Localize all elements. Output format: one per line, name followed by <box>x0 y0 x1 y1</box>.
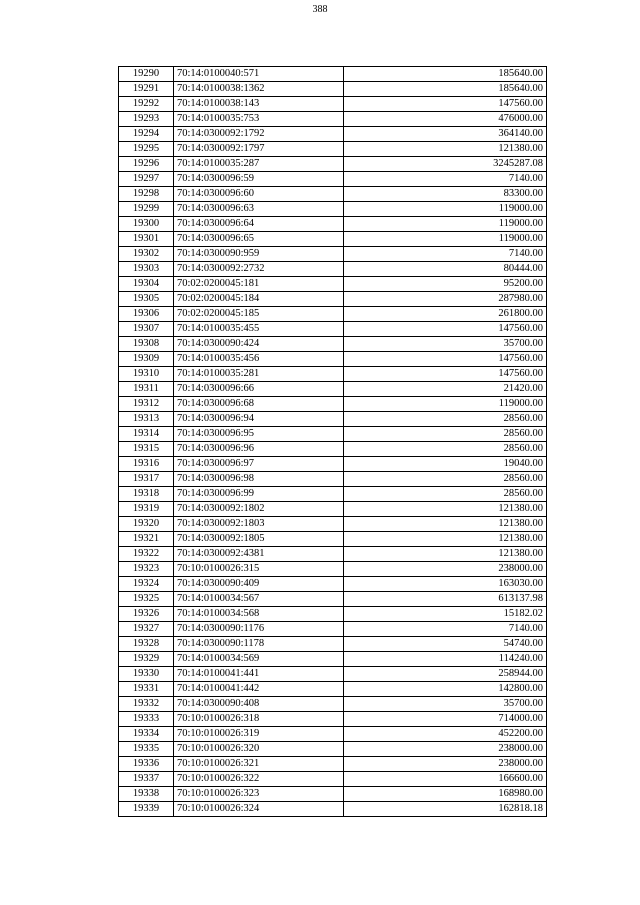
cadastral-number-cell: 70:14:0300096:63 <box>174 202 344 217</box>
cadastral-number-cell: 70:10:0100026:321 <box>174 757 344 772</box>
row-number-cell: 19292 <box>119 97 174 112</box>
row-number-cell: 19301 <box>119 232 174 247</box>
cadastral-number-cell: 70:14:0100035:753 <box>174 112 344 127</box>
table-row <box>119 277 547 292</box>
table-row <box>119 487 547 502</box>
row-number-cell: 19298 <box>119 187 174 202</box>
cadastral-number-cell: 70:14:0300096:64 <box>174 217 344 232</box>
cadastral-number-cell: 70:14:0300096:59 <box>174 172 344 187</box>
cadastral-value-cell: 54740.00 <box>344 637 547 652</box>
cadastral-value-cell: 121380.00 <box>344 517 547 532</box>
cadastral-value-cell: 613137.98 <box>344 592 547 607</box>
table-row <box>119 727 547 742</box>
row-number-cell: 19314 <box>119 427 174 442</box>
table-row <box>119 607 547 622</box>
table-row <box>119 127 547 142</box>
table-row <box>119 382 547 397</box>
cadastral-number-cell: 70:10:0100026:324 <box>174 802 344 817</box>
cadastral-number-cell: 70:02:0200045:185 <box>174 307 344 322</box>
cadastral-value-cell: 714000.00 <box>344 712 547 727</box>
cadastral-value-cell: 261800.00 <box>344 307 547 322</box>
row-number-cell: 19291 <box>119 82 174 97</box>
row-number-cell: 19306 <box>119 307 174 322</box>
row-number-cell: 19296 <box>119 157 174 172</box>
row-number-cell: 19316 <box>119 457 174 472</box>
cadastral-value-cell: 287980.00 <box>344 292 547 307</box>
row-number-cell: 19317 <box>119 472 174 487</box>
cadastral-number-cell: 70:14:0100035:455 <box>174 322 344 337</box>
table-row <box>119 562 547 577</box>
cadastral-number-cell: 70:14:0100034:569 <box>174 652 344 667</box>
table-row <box>119 247 547 262</box>
table-row <box>119 202 547 217</box>
cadastral-value-cell: 28560.00 <box>344 427 547 442</box>
cadastral-number-cell: 70:14:0300096:99 <box>174 487 344 502</box>
cadastral-number-cell: 70:14:0300092:1797 <box>174 142 344 157</box>
table-row <box>119 622 547 637</box>
table-row <box>119 592 547 607</box>
cadastral-value-cell: 121380.00 <box>344 532 547 547</box>
table-row <box>119 787 547 802</box>
cadastral-value-cell: 80444.00 <box>344 262 547 277</box>
table-row <box>119 742 547 757</box>
cadastral-value-cell: 7140.00 <box>344 247 547 262</box>
table-row <box>119 457 547 472</box>
row-number-cell: 19315 <box>119 442 174 457</box>
table-row <box>119 307 547 322</box>
table-row <box>119 217 547 232</box>
table-row <box>119 112 547 127</box>
row-number-cell: 19310 <box>119 367 174 382</box>
cadastral-value-cell: 121380.00 <box>344 502 547 517</box>
cadastral-value-cell: 238000.00 <box>344 562 547 577</box>
table-body <box>119 67 547 817</box>
row-number-cell: 19320 <box>119 517 174 532</box>
table-row <box>119 262 547 277</box>
cadastral-number-cell: 70:10:0100026:320 <box>174 742 344 757</box>
row-number-cell: 19322 <box>119 547 174 562</box>
cadastral-value-cell: 238000.00 <box>344 742 547 757</box>
row-number-cell: 19327 <box>119 622 174 637</box>
row-number-cell: 19290 <box>119 67 174 82</box>
row-number-cell: 19337 <box>119 772 174 787</box>
cadastral-value-cell: 119000.00 <box>344 202 547 217</box>
cadastral-value-cell: 452200.00 <box>344 727 547 742</box>
row-number-cell: 19330 <box>119 667 174 682</box>
cadastral-value-cell: 121380.00 <box>344 142 547 157</box>
row-number-cell: 19333 <box>119 712 174 727</box>
cadastral-number-cell: 70:14:0100038:1362 <box>174 82 344 97</box>
row-number-cell: 19305 <box>119 292 174 307</box>
cadastral-number-cell: 70:14:0300092:1805 <box>174 532 344 547</box>
table-row <box>119 667 547 682</box>
table-row <box>119 697 547 712</box>
cadastral-number-cell: 70:14:0300090:959 <box>174 247 344 262</box>
cadastral-number-cell: 70:14:0300096:66 <box>174 382 344 397</box>
row-number-cell: 19294 <box>119 127 174 142</box>
cadastral-number-cell: 70:14:0300092:1802 <box>174 502 344 517</box>
cadastral-number-cell: 70:10:0100026:323 <box>174 787 344 802</box>
cadastral-number-cell: 70:14:0300096:65 <box>174 232 344 247</box>
row-number-cell: 19331 <box>119 682 174 697</box>
table-row <box>119 82 547 97</box>
cadastral-value-cell: 114240.00 <box>344 652 547 667</box>
row-number-cell: 19328 <box>119 637 174 652</box>
cadastral-number-cell: 70:14:0100035:287 <box>174 157 344 172</box>
cadastral-number-cell: 70:02:0200045:184 <box>174 292 344 307</box>
table-row <box>119 802 547 817</box>
cadastral-value-cell: 238000.00 <box>344 757 547 772</box>
cadastral-number-cell: 70:14:0100035:281 <box>174 367 344 382</box>
row-number-cell: 19299 <box>119 202 174 217</box>
row-number-cell: 19307 <box>119 322 174 337</box>
cadastral-number-cell: 70:14:0300090:424 <box>174 337 344 352</box>
cadastral-number-cell: 70:14:0300090:408 <box>174 697 344 712</box>
cadastral-value-cell: 28560.00 <box>344 472 547 487</box>
cadastral-value-cell: 35700.00 <box>344 697 547 712</box>
table-row <box>119 292 547 307</box>
table-row <box>119 547 547 562</box>
cadastral-value-cell: 147560.00 <box>344 97 547 112</box>
cadastral-value-cell: 119000.00 <box>344 397 547 412</box>
cadastral-number-cell: 70:14:0300096:60 <box>174 187 344 202</box>
cadastral-value-cell: 121380.00 <box>344 547 547 562</box>
cadastral-value-cell: 35700.00 <box>344 337 547 352</box>
cadastral-value-cell: 258944.00 <box>344 667 547 682</box>
row-number-cell: 19295 <box>119 142 174 157</box>
page-number: 388 <box>312 4 328 15</box>
cadastral-value-cell: 19040.00 <box>344 457 547 472</box>
row-number-cell: 19302 <box>119 247 174 262</box>
cadastral-number-cell: 70:14:0100040:571 <box>174 67 344 82</box>
cadastral-number-cell: 70:14:0100041:442 <box>174 682 344 697</box>
row-number-cell: 19293 <box>119 112 174 127</box>
row-number-cell: 19325 <box>119 592 174 607</box>
table-row <box>119 517 547 532</box>
row-number-cell: 19339 <box>119 802 174 817</box>
cadastral-value-cell: 185640.00 <box>344 67 547 82</box>
row-number-cell: 19338 <box>119 787 174 802</box>
cadastral-number-cell: 70:14:0100034:567 <box>174 592 344 607</box>
row-number-cell: 19335 <box>119 742 174 757</box>
row-number-cell: 19311 <box>119 382 174 397</box>
cadastral-value-cell: 163030.00 <box>344 577 547 592</box>
table-row <box>119 772 547 787</box>
cadastral-value-cell: 162818.18 <box>344 802 547 817</box>
cadastral-value-cell: 168980.00 <box>344 787 547 802</box>
table-row <box>119 322 547 337</box>
cadastral-number-cell: 70:14:0300092:1803 <box>174 517 344 532</box>
table-row <box>119 427 547 442</box>
row-number-cell: 19300 <box>119 217 174 232</box>
table-row <box>119 652 547 667</box>
cadastral-value-cell: 147560.00 <box>344 322 547 337</box>
table-row <box>119 637 547 652</box>
table-row <box>119 502 547 517</box>
cadastral-number-cell: 70:14:0100034:568 <box>174 607 344 622</box>
cadastral-value-cell: 21420.00 <box>344 382 547 397</box>
cadastral-value-cell: 83300.00 <box>344 187 547 202</box>
row-number-cell: 19336 <box>119 757 174 772</box>
table-row <box>119 97 547 112</box>
table-row <box>119 757 547 772</box>
cadastral-value-cell: 119000.00 <box>344 217 547 232</box>
row-number-cell: 19324 <box>119 577 174 592</box>
cadastral-number-cell: 70:14:0300096:98 <box>174 472 344 487</box>
cadastral-value-cell: 119000.00 <box>344 232 547 247</box>
cadastral-number-cell: 70:14:0300092:1792 <box>174 127 344 142</box>
cadastral-number-cell: 70:14:0300096:94 <box>174 412 344 427</box>
row-number-cell: 19303 <box>119 262 174 277</box>
cadastral-number-cell: 70:10:0100026:322 <box>174 772 344 787</box>
row-number-cell: 19334 <box>119 727 174 742</box>
table-row <box>119 352 547 367</box>
cadastral-number-cell: 70:14:0300092:2732 <box>174 262 344 277</box>
cadastral-number-cell: 70:14:0300096:96 <box>174 442 344 457</box>
table-row <box>119 412 547 427</box>
cadastral-number-cell: 70:14:0300090:1178 <box>174 637 344 652</box>
cadastral-value-cell: 28560.00 <box>344 412 547 427</box>
row-number-cell: 19318 <box>119 487 174 502</box>
cadastral-number-cell: 70:14:0300096:97 <box>174 457 344 472</box>
cadastral-value-cell: 28560.00 <box>344 442 547 457</box>
cadastral-number-cell: 70:02:0200045:181 <box>174 277 344 292</box>
table-row <box>119 172 547 187</box>
row-number-cell: 19321 <box>119 532 174 547</box>
cadastral-number-cell: 70:10:0100026:318 <box>174 712 344 727</box>
row-number-cell: 19297 <box>119 172 174 187</box>
cadastral-number-cell: 70:14:0300096:95 <box>174 427 344 442</box>
cadastral-value-cell: 7140.00 <box>344 172 547 187</box>
row-number-cell: 19323 <box>119 562 174 577</box>
table-row <box>119 712 547 727</box>
table-row <box>119 577 547 592</box>
cadastral-number-cell: 70:14:0100035:456 <box>174 352 344 367</box>
cadastral-value-cell: 147560.00 <box>344 352 547 367</box>
cadastral-number-cell: 70:14:0300096:68 <box>174 397 344 412</box>
row-number-cell: 19309 <box>119 352 174 367</box>
table-row <box>119 472 547 487</box>
cadastral-value-cell: 95200.00 <box>344 277 547 292</box>
table-row <box>119 232 547 247</box>
cadastral-number-cell: 70:14:0300092:4381 <box>174 547 344 562</box>
row-number-cell: 19326 <box>119 607 174 622</box>
cadastral-value-cell: 7140.00 <box>344 622 547 637</box>
cadastral-number-cell: 70:14:0100041:441 <box>174 667 344 682</box>
table-row <box>119 682 547 697</box>
cadastral-value-cell: 3245287.08 <box>344 157 547 172</box>
cadastral-value-cell: 185640.00 <box>344 82 547 97</box>
table-row <box>119 397 547 412</box>
cadastral-number-cell: 70:14:0300090:1176 <box>174 622 344 637</box>
cadastral-value-cell: 15182.02 <box>344 607 547 622</box>
row-number-cell: 19312 <box>119 397 174 412</box>
cadastral-value-cell: 166600.00 <box>344 772 547 787</box>
cadastral-value-table <box>118 66 547 817</box>
table-row <box>119 367 547 382</box>
row-number-cell: 19319 <box>119 502 174 517</box>
cadastral-value-cell: 28560.00 <box>344 487 547 502</box>
row-number-cell: 19332 <box>119 697 174 712</box>
table-row <box>119 142 547 157</box>
table-row <box>119 532 547 547</box>
table-row <box>119 187 547 202</box>
cadastral-number-cell: 70:14:0100038:143 <box>174 97 344 112</box>
cadastral-number-cell: 70:10:0100026:315 <box>174 562 344 577</box>
cadastral-value-cell: 147560.00 <box>344 367 547 382</box>
row-number-cell: 19329 <box>119 652 174 667</box>
cadastral-value-cell: 364140.00 <box>344 127 547 142</box>
cadastral-value-cell: 476000.00 <box>344 112 547 127</box>
cadastral-number-cell: 70:10:0100026:319 <box>174 727 344 742</box>
row-number-cell: 19313 <box>119 412 174 427</box>
row-number-cell: 19304 <box>119 277 174 292</box>
table-row <box>119 67 547 82</box>
table-row <box>119 337 547 352</box>
table-row <box>119 157 547 172</box>
cadastral-number-cell: 70:14:0300090:409 <box>174 577 344 592</box>
cadastral-value-cell: 142800.00 <box>344 682 547 697</box>
table-row <box>119 442 547 457</box>
row-number-cell: 19308 <box>119 337 174 352</box>
